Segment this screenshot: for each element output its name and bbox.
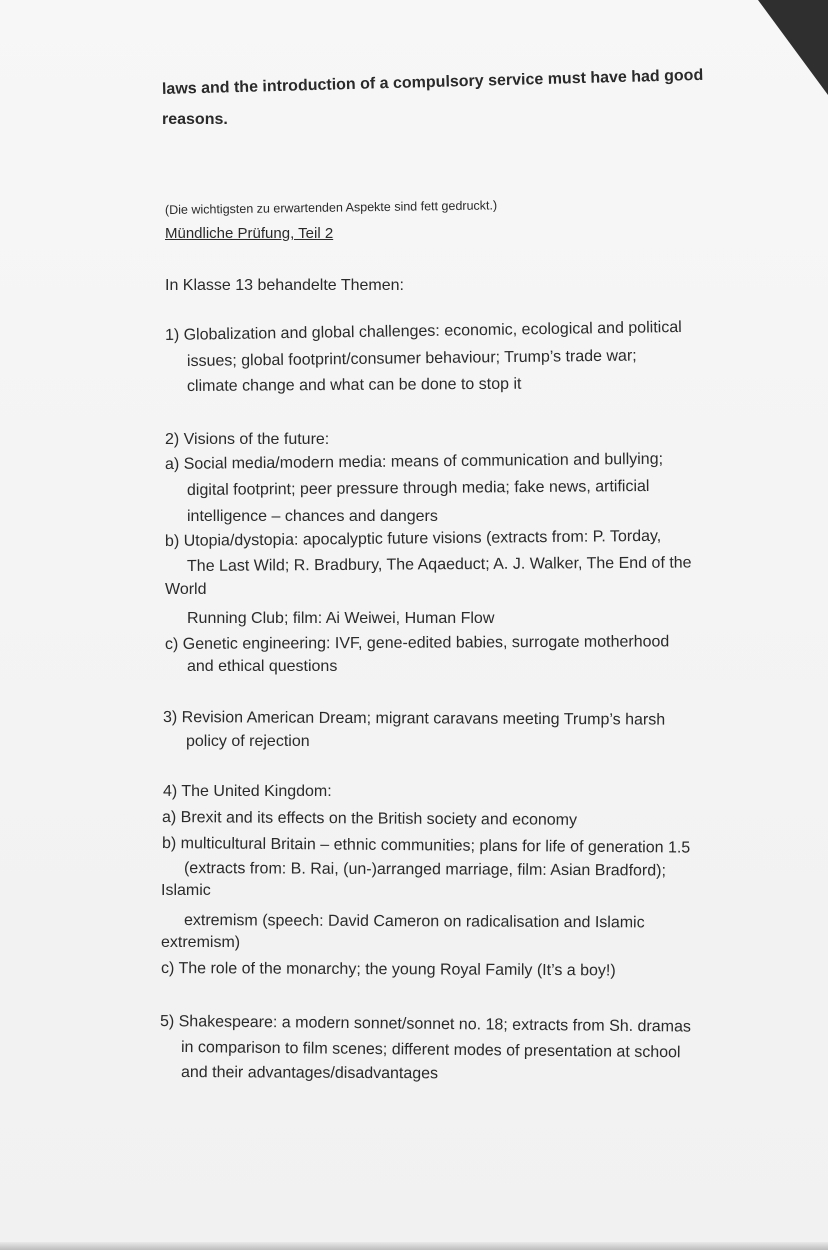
topic-2b-line-2: The Last Wild; R. Bradbury, The Aqaeduct; A. J. Walker, The End of the: [186, 554, 692, 575]
topic-2a-line-2: digital footprint; peer pressure through media; fake news, artificial: [186, 477, 650, 499]
exam-heading: Mündliche Prüfung, Teil 2: [165, 225, 334, 242]
topic-4b-line-2: (extracts from: B. Rai, (un-)arranged marriage, film: Asian Bradford);: [183, 860, 666, 880]
topic-4a-line: a) Brexit and its effects on the British society and economy: [161, 809, 578, 829]
topic-4-title: 4) The United Kingdom:: [163, 783, 332, 800]
topic-2b-line-1: b) Utopia/dystopia: apocalyptic future visions (extracts from: P. Torday,: [164, 527, 662, 550]
topic-5-line-1: 5) Shakespeare: a modern sonnet/sonnet no. 18; extracts from Sh. dramas: [159, 1013, 692, 1036]
topic-2c-line-2: and ethical questions: [187, 658, 338, 675]
topic-5-line-3: and their advantages/disadvantages: [180, 1064, 439, 1083]
top-line-1: laws and the introduction of a compulsory service must have had good: [161, 66, 704, 98]
topic-3-line-2: policy of rejection: [186, 733, 310, 750]
topic-1-line-1: 1) Globalization and global challenges: economic, ecological and political: [164, 318, 682, 344]
topic-5-line-2: in comparison to film scenes; different modes of presentation at school: [180, 1039, 681, 1062]
topic-2a-line-3: intelligence – chances and dangers: [187, 508, 438, 525]
topic-1-line-3: climate change and what can be done to stop it: [186, 375, 522, 395]
topic-2a-line-1: a) Social media/modern media: means of communication and bullying;: [164, 450, 664, 473]
topic-4c-line: c) The role of the monarchy; the young Royal Family (It’s a boy!): [160, 960, 616, 980]
topic-4b-line-1: b) multicultural Britain – ethnic communities; plans for life of generation 1.5: [161, 835, 691, 857]
topic-2c-line-1: c) Genetic engineering: IVF, gene-edited babies, surrogate motherhood: [164, 633, 670, 653]
topic-4b-line-4: extremism (speech: David Cameron on radicalisation and Islamic: [183, 912, 645, 932]
topic-3-line-1: 3) Revision American Dream; migrant caravans meeting Trump’s harsh: [162, 709, 666, 729]
topic-2b-line-4: Running Club; film: Ai Weiwei, Human Flow: [187, 610, 495, 627]
topic-2b-line-3: World: [165, 581, 207, 598]
topic-4b-line-3: Islamic: [161, 882, 211, 899]
top-line-2: reasons.: [162, 111, 228, 128]
intro-line: In Klasse 13 behandelte Themen:: [165, 277, 404, 294]
bold-note: (Die wichtigsten zu erwartenden Aspekte sind fett gedruckt.): [164, 198, 498, 217]
topic-4b-line-5: extremism): [161, 934, 241, 951]
topic-1-line-2: issues; global footprint/consumer behaviour; Trump’s trade war;: [186, 347, 637, 370]
topic-2-title: 2) Visions of the future:: [165, 431, 330, 448]
